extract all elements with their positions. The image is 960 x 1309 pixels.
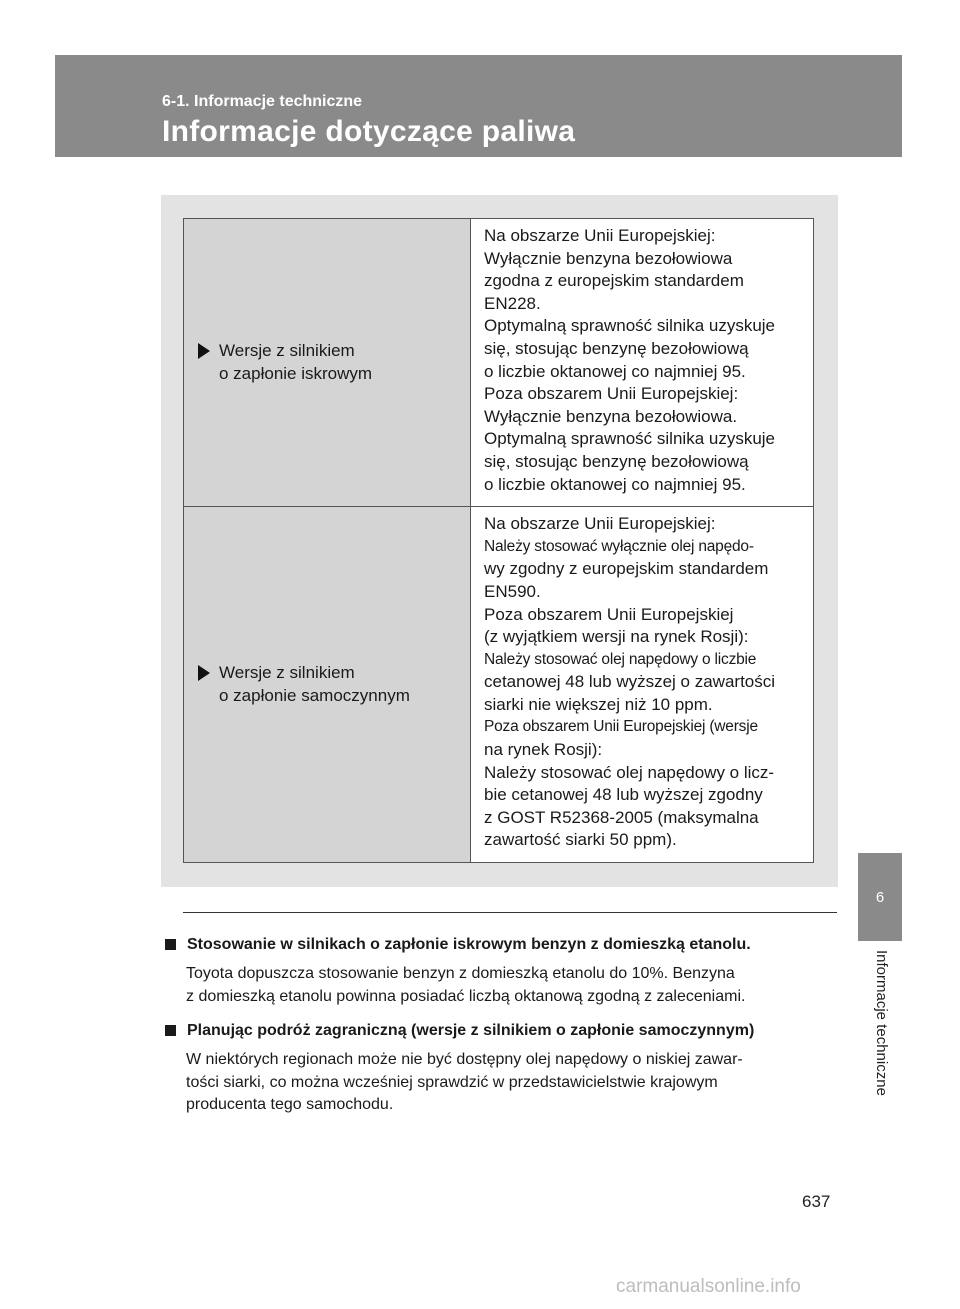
- fuel-requirement-line: bie cetanowej 48 lub wyższej zgodny: [484, 785, 763, 805]
- fuel-requirement-line: się, stosując benzynę bezołowiową: [484, 338, 749, 358]
- chapter-header: [55, 55, 902, 157]
- engine-type-line: o zapłonie samoczynnym: [219, 685, 410, 705]
- table-row: [184, 219, 814, 507]
- note-body-line: producenta tego samochodu.: [186, 1096, 394, 1113]
- fuel-requirement-line: Należy stosować olej napędowy o licz-: [484, 762, 775, 782]
- note-body-line: Toyota dopuszcza stosowanie benzyn z domieszką etanolu do 10%. Benzyna: [186, 965, 735, 982]
- fuel-requirement-line: EN590.: [484, 581, 541, 601]
- arrow-right-icon: [198, 665, 210, 681]
- fuel-requirement-line: Poza obszarem Unii Europejskiej (wersje: [484, 718, 758, 736]
- section-label: 6-1. Informacje techniczne: [162, 93, 363, 110]
- fuel-requirement-line: o liczbie oktanowej co najmniej 95.: [484, 474, 746, 494]
- arrow-right-icon: [198, 343, 210, 359]
- note-body-line: z domieszką etanolu powinna posiadać liczbą oktanową zgodną z zaleceniami.: [186, 987, 746, 1005]
- note: [165, 1020, 837, 1117]
- chapter-side-label-text: Informacje techniczne: [873, 950, 890, 1096]
- fuel-requirement-line: się, stosując benzynę bezołowiową: [484, 451, 749, 471]
- engine-type-line: Wersje z silnikiem: [219, 340, 355, 360]
- fuel-requirement-line: Optymalną sprawność silnika uzyskuje: [484, 316, 776, 336]
- fuel-requirement-line: siarki nie większej niż 10 ppm.: [484, 694, 713, 714]
- fuel-requirement-line: EN228.: [484, 293, 541, 313]
- fuel-requirement-line: z GOST R52368-2005 (maksymalna: [484, 807, 759, 827]
- fuel-requirement-line: zgodna z europejskim standardem: [484, 271, 744, 291]
- table-row: [184, 507, 814, 863]
- fuel-requirement-line: cetanowej 48 lub wyższej o zawartości: [484, 672, 776, 692]
- fuel-requirement-line: zawartość siarki 50 ppm).: [484, 830, 677, 850]
- engine-type-cell: [184, 507, 471, 863]
- note-body-line: tości siarki, co można wcześniej sprawdzić w przedstawicielstwie krajowym: [186, 1073, 718, 1091]
- note-body-line: W niektórych regionach może nie być dostępny olej napędowy o niskiej zawar-: [186, 1051, 743, 1068]
- engine-type-line: Wersje z silnikiem: [219, 662, 355, 682]
- page-number: 637: [802, 1192, 831, 1211]
- fuel-requirement-line: Poza obszarem Unii Europejskiej:: [484, 384, 739, 404]
- chapter-side-label: [866, 950, 896, 1140]
- square-bullet-icon: [165, 939, 176, 950]
- fuel-requirement-line: Wyłącznie benzyna bezołowiowa.: [484, 406, 738, 426]
- fuel-requirement-line: Na obszarze Unii Europejskiej:: [484, 514, 716, 534]
- note-heading: Planując podróż zagraniczną (wersje z silnikiem o zapłonie samoczynnym): [187, 1022, 755, 1039]
- notes-section: [165, 934, 837, 1129]
- fuel-requirement-line: Należy stosować wyłącznie olej napędo-: [484, 537, 754, 555]
- fuel-requirement-cell: [471, 219, 814, 507]
- fuel-requirement-line: Optymalną sprawność silnika uzyskuje: [484, 429, 776, 449]
- fuel-requirement-cell: [471, 507, 814, 863]
- fuel-requirement-line: (z wyjątkiem wersji na rynek Rosji):: [484, 627, 749, 647]
- note-heading: Stosowanie w silnikach o zapłonie iskrowym benzyn z domieszką etanolu.: [187, 936, 751, 953]
- note: [165, 934, 837, 1008]
- engine-type-cell: [184, 219, 471, 507]
- fuel-requirement-line: Na obszarze Unii Europejskiej:: [484, 226, 716, 245]
- engine-type-line: o zapłonie iskrowym: [219, 363, 373, 383]
- page-title: Informacje dotyczące paliwa: [162, 115, 576, 148]
- watermark: carmanualsonline.info: [616, 1276, 801, 1297]
- fuel-requirement-line: Należy stosować olej napędowy o liczbie: [484, 650, 757, 668]
- chapter-number: 6: [875, 888, 885, 906]
- section-divider: [183, 912, 837, 913]
- fuel-requirement-line: wy zgodny z europejskim standardem: [484, 559, 769, 579]
- fuel-requirement-line: o liczbie oktanowej co najmniej 95.: [484, 361, 746, 381]
- fuel-requirement-line: Wyłącznie benzyna bezołowiowa: [484, 248, 733, 268]
- fuel-requirement-line: na rynek Rosji):: [484, 740, 603, 760]
- fuel-table: [183, 218, 814, 863]
- fuel-requirement-line: Poza obszarem Unii Europejskiej: [484, 604, 734, 624]
- square-bullet-icon: [165, 1025, 176, 1036]
- chapter-tab: [858, 853, 902, 941]
